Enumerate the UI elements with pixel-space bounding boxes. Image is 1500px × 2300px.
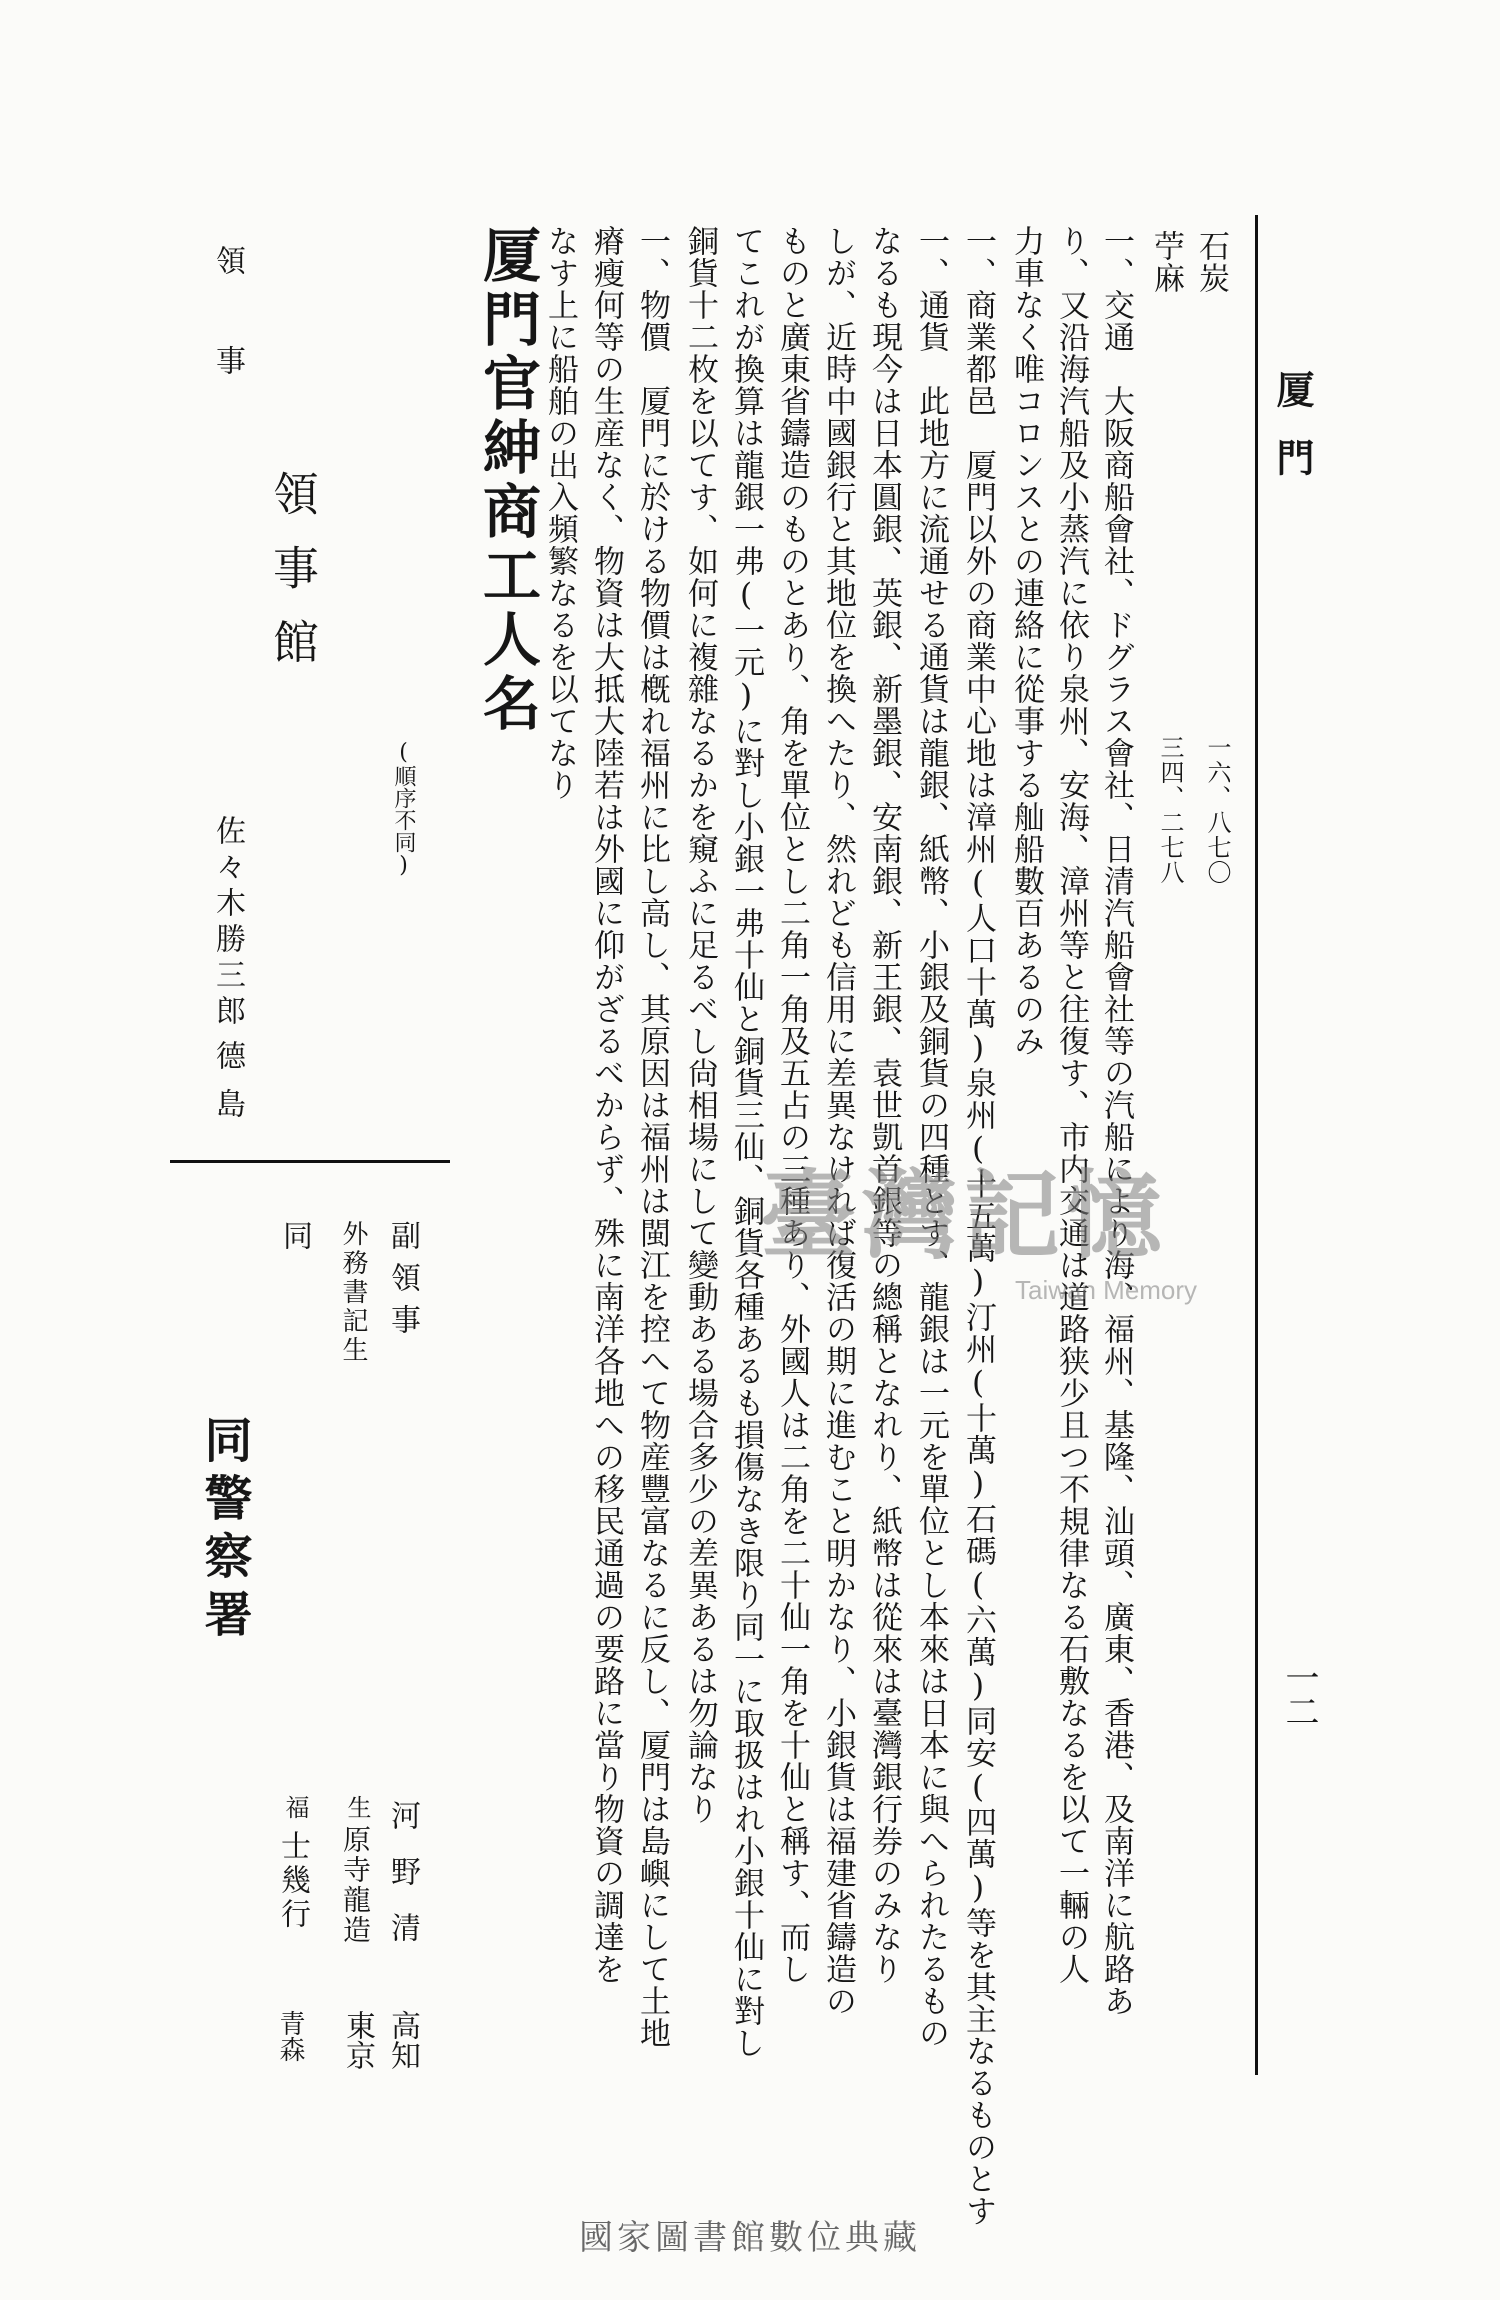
paragraph-prices-1: 一、物價 厦門に於ける物價は槪れ福州に比し高し、其原因は福州は閩江を控へて物産豐富なるに反し、厦門は島嶼にして土地 — [634, 225, 670, 2049]
consul-name: 佐々木勝三郎 — [210, 815, 245, 1031]
consulate-heading: 領事館 — [266, 470, 320, 692]
register-divider — [170, 1160, 450, 1163]
page-number: 一二 — [1279, 1660, 1319, 1728]
consul-title: 領事 — [210, 245, 245, 445]
secretary-name: 原寺龍造 — [339, 1825, 372, 1945]
paragraph-currency-1: 一、通貨 此地方に流通せる通貨は龍銀、紙幣、小銀及銅貨の四種とす、龍銀は一元を單位とし本來は日本に與へられたるもの — [913, 225, 949, 2049]
footer-collection-credit: 國家圖書館數位典藏 — [579, 2218, 921, 2258]
section-note: (順序不同) — [391, 740, 416, 878]
export-value-ramie: 三四、二七八 — [1156, 735, 1184, 885]
paragraph-prices-2: 瘠瘦何等の生産なく、物資は大抵大陸若は外國に仰がざるべからず、殊に南洋各地への移民通過の要路に當り物資の調達を — [588, 225, 624, 1985]
secretary-home: 東京 — [340, 2010, 375, 2070]
paragraph-prices-3: なす上に船舶の出入頻繁なるを以てなり — [542, 225, 578, 801]
paragraph-currency-3: しが、近時中國銀行と其地位を換へたり、然れども信用に差異なければ復活の期に進むこと明かなり、小銀貨は福建省鑄造の — [820, 225, 856, 2017]
ditto-home: 青森 — [275, 2010, 305, 2062]
consul-home: 德島 — [210, 1040, 245, 1136]
watermark-subtitle: Taiwan Memory — [1015, 1275, 1198, 1305]
paragraph-transport-2: り、又沿海汽船及小蒸汽に依り泉州、安海、漳州等と往復す、市内交通は道路狭少且つ不規律なる石敷なるを以て一輛の人 — [1053, 225, 1089, 1985]
ditto-name: 士幾行 — [275, 1830, 310, 1932]
police-station-label: 同警察署 — [196, 1415, 252, 1647]
export-label-coal: 石炭 — [1193, 230, 1229, 294]
paragraph-currency-4: ものと廣東省鑄造のものとあり、角を單位とし二角一角及五占の三種あり、外國人は二角を二十仙一角を十仙と稱す、而し — [774, 225, 810, 1985]
vice-consul-title: 副領事 — [385, 1220, 420, 1346]
right-margin-rule — [1255, 215, 1258, 2075]
secretary-title: 外務書記生 — [338, 1220, 368, 1365]
section-title: 厦門官紳商工人名 — [473, 225, 541, 737]
paragraph-currency-2: なるも現今は日本圓銀、英銀、新墨銀、安南銀、新王銀、袁世凱首銀等の總稱となれり、紙幣は從來は臺灣銀行券のみなり — [866, 225, 902, 1985]
vice-consul-home: 高知 — [385, 2010, 420, 2070]
paragraph-transport-1: 一、交通 大阪商船會社、ドグラス會社、日清汽船會社等の汽船により海、福州、基隆、汕頭、廣東、香港、及南洋に航路あ — [1098, 225, 1134, 2017]
paragraph-commerce: 一、商業都邑 厦門以外の商業中心地は漳州(人口十萬)泉州(十五萬)汀州(十萬)石碼(六萬)同安(四萬)等を其主なるものとす — [960, 225, 996, 2227]
export-value-coal: 一六、八七〇 — [1203, 735, 1231, 885]
export-label-ramie: 苧麻 — [1148, 230, 1184, 294]
secretary-note: 生 — [343, 1795, 371, 1819]
paragraph-currency-6: 銅貨十二枚を以てす、如何に複雜なるかを窺ふに足るべし尙相場にして變動ある場合多少の差異あるは勿論なり — [682, 225, 718, 1825]
ditto-note: 福 — [281, 1795, 309, 1819]
paragraph-currency-5: てこれが換算は龍銀一弗(一元)に對し小銀一弗十仙と銅貨三仙、銅貨各種あるも損傷なき限り同一に取扱はれ小銀十仙に對し — [728, 225, 764, 2059]
vice-consul-name: 河野清 — [385, 1800, 420, 1968]
ditto-mark: 同 — [277, 1220, 312, 1256]
running-title: 厦門 — [1270, 370, 1315, 506]
watermark-logo: 臺灣記憶 — [760, 1159, 1168, 1272]
paragraph-transport-3: 力車なく唯コロンスとの連絡に從事する舢船數百あるのみ — [1008, 225, 1044, 1057]
